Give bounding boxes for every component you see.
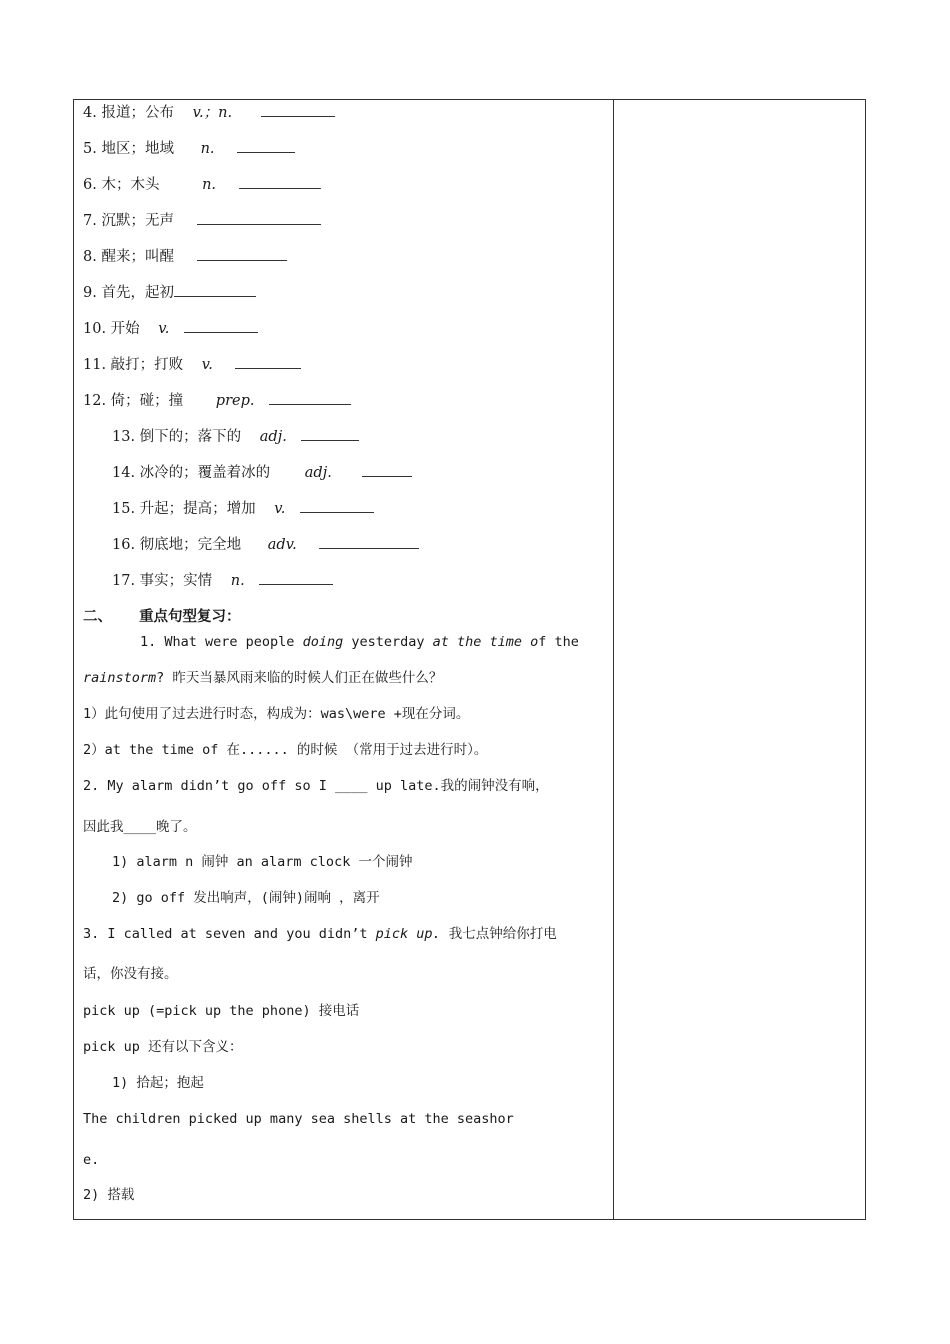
vocab-item: 8. 醒来；叫醒 bbox=[83, 247, 287, 267]
note-line: 1) 拾起；抱起 bbox=[112, 1075, 204, 1091]
sentence-2-line-1: 2. My alarm didn’t go off so I ____ up late.我的闹钟没有响， bbox=[83, 778, 549, 794]
section-heading: 二、 重点句型复习： bbox=[83, 608, 241, 625]
answer-blank[interactable] bbox=[362, 464, 412, 477]
vocab-item: 14. 冰冷的；覆盖着冰的 adj. bbox=[112, 463, 412, 483]
note-line: pick up 还有以下含义： bbox=[83, 1039, 243, 1055]
vocab-item: 6. 木；木头 n. bbox=[83, 175, 321, 195]
sentence-1-line-2: rainstorm? 昨天当暴风雨来临的时候人们正在做些什么？ bbox=[83, 670, 443, 686]
answer-blank[interactable] bbox=[174, 284, 256, 297]
answer-blank[interactable] bbox=[235, 356, 301, 369]
content-column bbox=[74, 100, 613, 1219]
answer-blank[interactable] bbox=[239, 176, 321, 189]
note-line: 2) go off 发出响声，(闹钟)闹响 ，离开 bbox=[112, 890, 380, 906]
notes-column bbox=[614, 100, 865, 1219]
sentence-1-line-1: 1. What were people doing yesterday at the time of the bbox=[140, 634, 579, 650]
note-line: 1) alarm n 闹钟 an alarm clock 一个闹钟 bbox=[112, 854, 413, 870]
sentence-3-line-1: 3. I called at seven and you didn’t pick up. 我七点钟给你打电 bbox=[83, 926, 557, 942]
example-sentence: The children picked up many sea shells at the seashor bbox=[83, 1111, 514, 1127]
answer-blank[interactable] bbox=[301, 428, 359, 441]
answer-blank[interactable] bbox=[319, 536, 419, 549]
vocab-item: 7. 沉默；无声 bbox=[83, 211, 321, 231]
note-line: 2）at the time of 在...... 的时候 （常用于过去进行时）。 bbox=[83, 742, 488, 758]
worksheet-table bbox=[73, 99, 866, 1220]
note-line: 2) 搭载 bbox=[83, 1187, 135, 1203]
vocab-item: 17. 事实；实情 n. bbox=[112, 571, 333, 591]
vocab-item: 16. 彻底地；完全地 adv. bbox=[112, 535, 419, 555]
vocab-item: 11. 敲打；打败 v. bbox=[83, 355, 301, 375]
answer-blank[interactable] bbox=[237, 140, 295, 153]
note-line: pick up (=pick up the phone) 接电话 bbox=[83, 1003, 360, 1019]
answer-blank[interactable] bbox=[259, 572, 333, 585]
answer-blank[interactable] bbox=[269, 392, 351, 405]
answer-blank[interactable] bbox=[300, 500, 374, 513]
vocab-item: 15. 升起；提高；增加 v. bbox=[112, 499, 374, 519]
sentence-2-line-2: 因此我____晚了。 bbox=[83, 819, 197, 835]
vocab-item: 9. 首先，起初 bbox=[83, 283, 256, 303]
vocab-item: 10. 开始 v. bbox=[83, 319, 258, 339]
vocab-item: 12. 倚；碰；撞 prep. bbox=[83, 391, 351, 411]
vocab-item: 13. 倒下的；落下的 adj. bbox=[112, 427, 359, 447]
answer-blank[interactable] bbox=[261, 104, 335, 117]
vocab-item: 4. 报道；公布 v.；n. bbox=[83, 103, 335, 123]
vocab-item: 5. 地区；地域 n. bbox=[83, 139, 295, 159]
note-line: 1）此句使用了过去进行时态，构成为：was\were +现在分词。 bbox=[83, 706, 470, 722]
answer-blank[interactable] bbox=[184, 320, 258, 333]
example-sentence-cont: e. bbox=[83, 1152, 100, 1168]
answer-blank[interactable] bbox=[197, 212, 321, 225]
sentence-3-line-2: 话，你没有接。 bbox=[83, 966, 178, 982]
answer-blank[interactable] bbox=[197, 248, 287, 261]
